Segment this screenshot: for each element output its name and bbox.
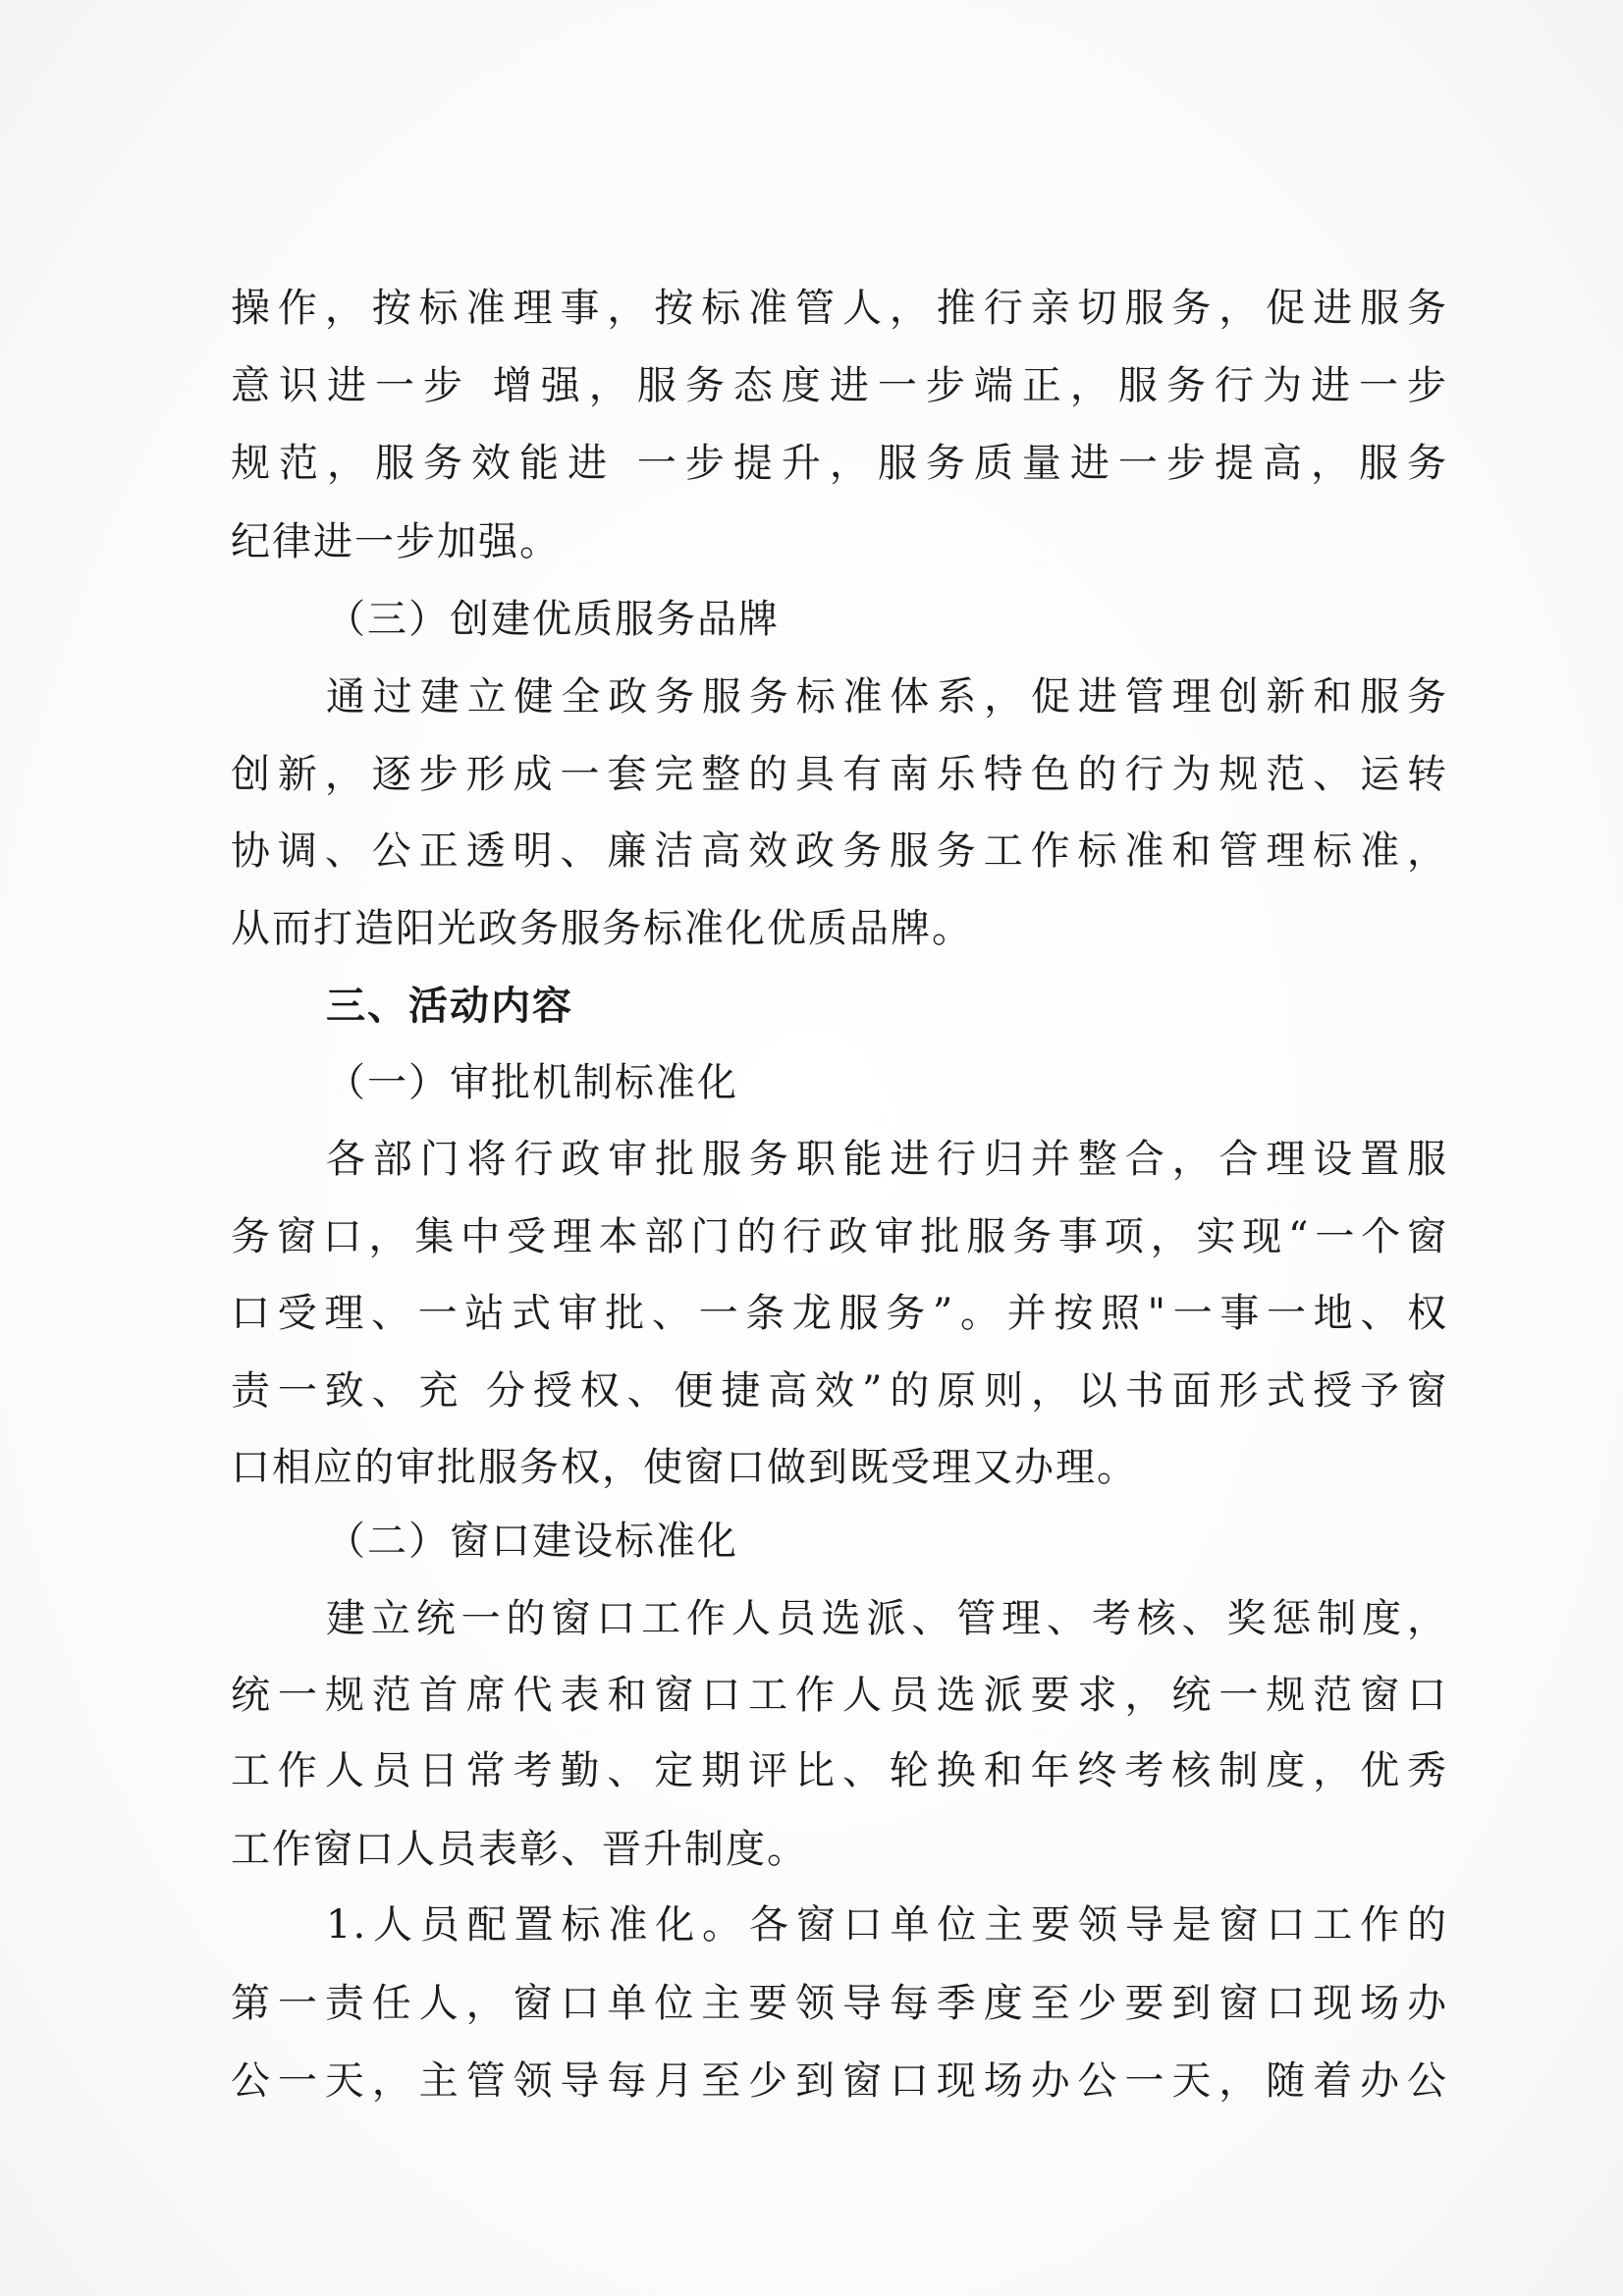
body-text-line: 工作窗口人员表彰、晋升制度。 [231,1827,808,1872]
body-text-line: 公一天，主管领导每月至少到窗口现场办公一天，随着办公 [231,2058,1448,2104]
body-text-line: 协调、公正透明、廉洁高效政务服务工作标准和管理标准， [231,828,1448,874]
body-text-line: 规范，服务效能进 一步提升，服务质量进一步提高，服务 [231,441,1448,486]
body-text-line: 工作人员日常考勤、定期评比、轮换和年终考核制度，优秀 [231,1748,1448,1793]
body-text-line: 通过建立健全政务服务标准体系，促进管理创新和服务 [326,674,1448,720]
body-text-line: 1.人员配置标准化。各窗口单位主要领导是窗口工作的 [326,1902,1448,1948]
body-text-line: 各部门将行政审批服务职能进行归并整合，合理设置服 [326,1137,1448,1182]
body-text-line: 从而打造阳光政务服务标准化优质品牌。 [231,906,973,951]
body-text-line: 创新，逐步形成一套完整的具有南乐特色的行为规范、运转 [231,752,1448,797]
chapter-heading: 三、活动内容 [326,983,573,1029]
body-text-line: 务窗口，集中受理本部门的行政审批服务事项，实现“一个窗 [231,1214,1448,1259]
body-text-line: 操作，按标准理事，按标准管人，推行亲切服务，促进服务 [231,286,1448,331]
section-heading: （二）窗口建设标准化 [326,1519,738,1564]
section-heading: （一）审批机制标准化 [326,1060,738,1105]
body-text-line: 统一规范首席代表和窗口工作人员选派要求，统一规范窗口 [231,1673,1448,1718]
body-text-line: 第一责任人，窗口单位主要领导每季度至少要到窗口现场办 [231,1981,1448,2026]
section-heading: （三）创建优质服务品牌 [326,597,780,642]
body-text-line: 建立统一的窗口工作人员选派、管理、考核、奖惩制度， [326,1596,1448,1641]
body-text-line: 责一致、充 分授权、便捷高效”的原则，以书面形式授予窗 [231,1368,1448,1414]
body-text-line: 意识进一步 增强，服务态度进一步端正，服务行为进一步 [231,363,1448,408]
body-text-line: 口相应的审批服务权，使窗口做到既受理又办理。 [231,1445,1138,1490]
body-text-line: 口受理、一站式审批、一条龙服务”。并按照"一事一地、权 [231,1291,1448,1336]
body-text-line: 纪律进一步加强。 [231,519,561,564]
